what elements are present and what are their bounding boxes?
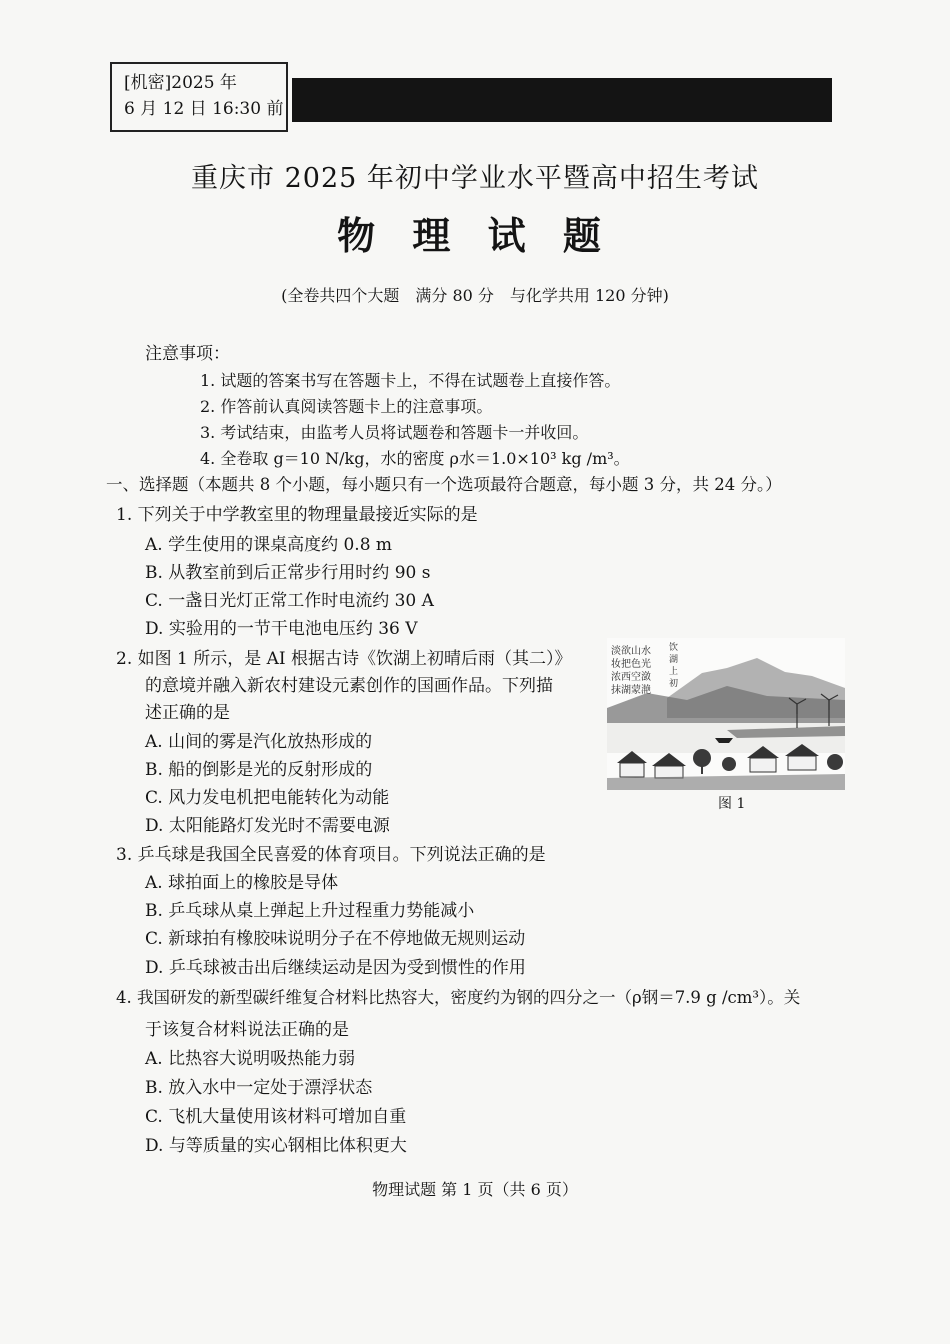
- question-2-option-d: D. 太阳能路灯发光时不需要电源: [145, 816, 390, 836]
- question-2-stem-line-3: 述正确的是: [145, 703, 230, 723]
- question-1-option-a: A. 学生使用的课桌高度约 0.8 m: [145, 535, 393, 555]
- note-item: 2. 作答前认真阅读答题卡上的注意事项。: [200, 397, 493, 416]
- question-3-option-b: B. 乒乓球从桌上弹起上升过程重力势能减小: [145, 901, 475, 921]
- question-1-option-d: D. 实验用的一节干电池电压约 36 V: [145, 619, 418, 639]
- question-2-stem-line-2: 的意境并融入新农村建设元素创作的国画作品。下列描: [145, 676, 553, 696]
- question-2-stem-line-1: 2. 如图 1 所示，是 AI 根据古诗《饮湖上初晴后雨（其二）》: [116, 649, 572, 669]
- svg-text:抹湖蒙滟: 抹湖蒙滟: [611, 685, 651, 696]
- note-item: 3. 考试结束，由监考人员将试题卷和答题卡一并收回。: [200, 423, 589, 442]
- question-3-option-a: A. 球拍面上的橡胶是导体: [145, 873, 339, 893]
- svg-text:饮: 饮: [669, 643, 679, 653]
- notes-title: 注意事项：: [145, 344, 230, 364]
- page-footer: 物理试题 第 1 页（共 6 页）: [372, 1180, 578, 1199]
- question-2-option-b: B. 船的倒影是光的反射形成的: [145, 760, 373, 780]
- question-2-option-a: A. 山间的雾是汽化放热形成的: [145, 732, 373, 752]
- svg-text:浓西空潋: 浓西空潋: [611, 672, 651, 683]
- svg-text:湖: 湖: [669, 655, 679, 665]
- confidential-line-2: 6 月 12 日 16:30 前: [124, 99, 284, 119]
- subject-title: 物 理 试 题: [337, 213, 613, 258]
- figure-1-caption: 图 1: [718, 796, 746, 812]
- question-4-stem-line-2: 于该复合材料说法正确的是: [145, 1020, 349, 1040]
- question-4-option-a: A. 比热容大说明吸热能力弱: [145, 1049, 356, 1069]
- section-heading: 一、选择题（本题共 8 个小题，每小题只有一个选项最符合题意，每小题 3 分，共 24 分。）: [106, 475, 782, 494]
- question-2-option-c: C. 风力发电机把电能转化为动能: [145, 788, 390, 808]
- question-4-stem-line-1: 4. 我国研发的新型碳纤维复合材料比热容大，密度约为钢的四分之一（ρ钢＝7.9 g /cm³）。关: [116, 988, 801, 1007]
- svg-text:初: 初: [669, 679, 679, 689]
- svg-text:淡欲山水: 淡欲山水: [611, 646, 651, 657]
- confidential-box: [110, 62, 288, 132]
- question-3-option-c: C. 新球拍有橡胶味说明分子在不停地做无规则运动: [145, 929, 526, 949]
- confidential-line-1: [机密]2025 年: [124, 73, 237, 93]
- header-band: [292, 78, 832, 122]
- svg-text:妆把色光: 妆把色光: [611, 659, 651, 670]
- question-1-option-b: B. 从教室前到后正常步行用时约 90 s: [145, 563, 431, 583]
- figure-1-painting: [607, 638, 845, 790]
- note-item: 4. 全卷取 g＝10 N/kg，水的密度 ρ水＝1.0×10³ kg /m³。: [200, 449, 630, 468]
- question-3-option-d: D. 乒乓球被击出后继续运动是因为受到惯性的作用: [145, 958, 526, 978]
- question-4-option-b: B. 放入水中一定处于漂浮状态: [145, 1078, 373, 1098]
- landscape-illustration: [607, 638, 845, 790]
- question-1-option-c: C. 一盏日光灯正常工作时电流约 30 A: [145, 591, 434, 611]
- exam-subtitle: (全卷共四个大题 满分 80 分 与化学共用 120 分钟): [281, 286, 669, 305]
- question-4-option-d: D. 与等质量的实心钢相比体积更大: [145, 1136, 407, 1156]
- exam-title: 重庆市 2025 年初中学业水平暨高中招生考试: [191, 163, 759, 194]
- question-1-stem: 1. 下列关于中学教室里的物理量最接近实际的是: [116, 505, 478, 525]
- note-item: 1. 试题的答案书写在答题卡上，不得在试题卷上直接作答。: [200, 371, 621, 390]
- svg-text:上: 上: [669, 667, 679, 677]
- question-3-stem: 3. 乒乓球是我国全民喜爱的体育项目。下列说法正确的是: [116, 845, 546, 865]
- question-4-option-c: C. 飞机大量使用该材料可增加自重: [145, 1107, 407, 1127]
